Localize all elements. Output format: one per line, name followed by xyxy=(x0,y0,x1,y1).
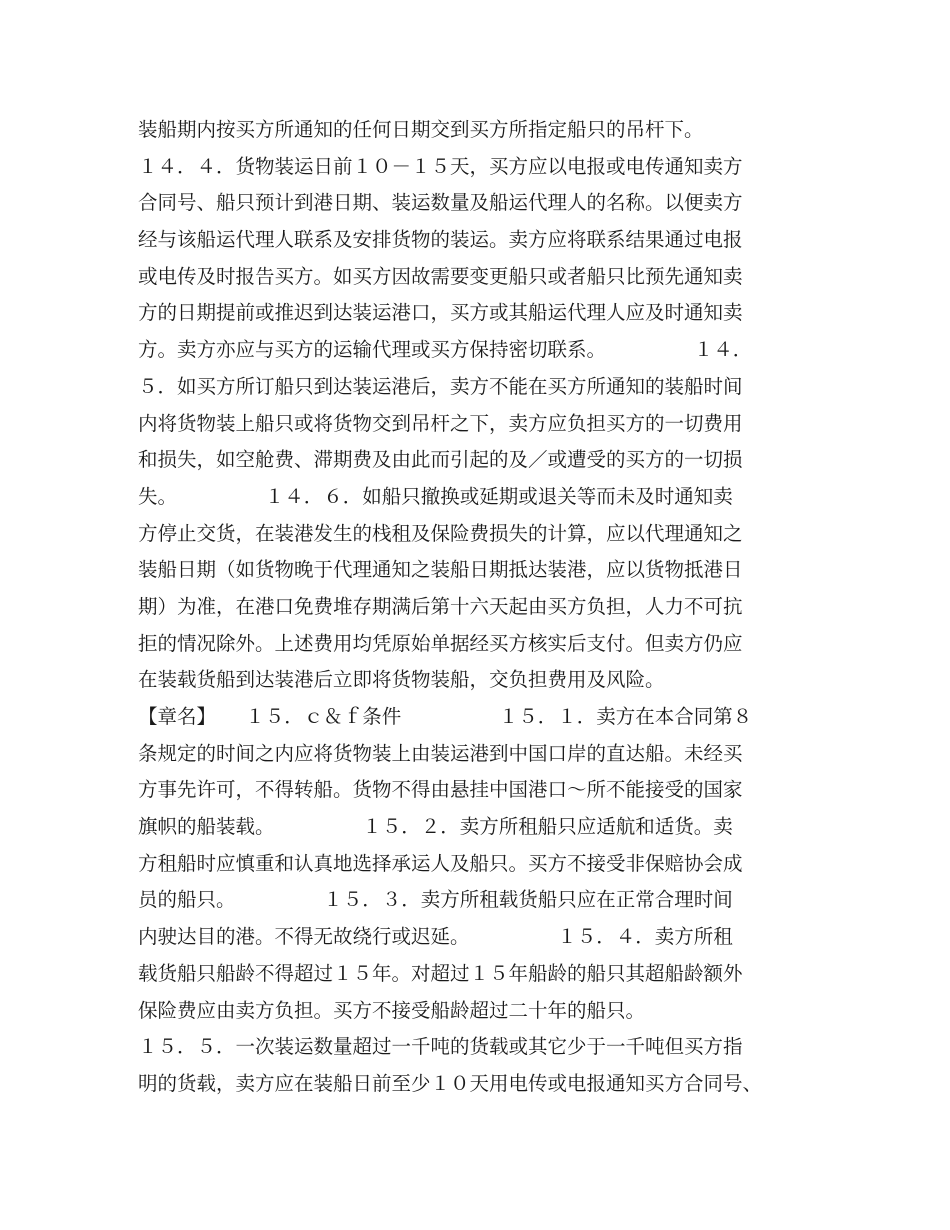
text-line: 装船日期（如货物晚于代理通知之装船日期抵达装港，应以货物抵港日 xyxy=(138,558,743,582)
text-line: 旗帜的船装载。 １５．２．卖方所租船只应适航和适货。卖 xyxy=(138,815,733,839)
text-line: 载货船只船龄不得超过１５年。对超过１５年船龄的船只其超船龄额外 xyxy=(138,961,743,985)
text-line: 【章名】 １５．ｃ＆ｆ条件 １５．１．卖方在本合同第８ xyxy=(138,705,753,728)
text-line: 经与该船运代理人联系及安排货物的装运。卖方应将联系结果通过电报 xyxy=(138,228,743,252)
text-line: 方租船时应慎重和认真地选择承运人及船只。买方不接受非保赔协会成 xyxy=(138,851,743,875)
text-line: 方停止交货，在装港发生的栈租及保险费损失的计算，应以代理通知之 xyxy=(138,521,743,545)
text-line: 方事先许可，不得转船。货物不得由悬挂中国港口～所不能接受的国家 xyxy=(138,778,743,802)
text-line: 内驶达目的港。不得无故绕行或迟延。 １５．４．卖方所租 xyxy=(138,925,733,949)
text-line: ５．如买方所订船只到达装运港后，卖方不能在买方所通知的装船时间 xyxy=(138,374,743,398)
text-line: 条规定的时间之内应将货物装上由装运港到中国口岸的直达船。未经买 xyxy=(138,741,743,765)
text-line: 合同号、船只预计到港日期、装运数量及船运代理人的名称。以便卖方 xyxy=(138,191,743,215)
text-line: 保险费应由卖方负担。买方不接受船龄超过二十年的船只。 xyxy=(138,998,646,1022)
text-line: 和损失，如空舱费、滞期费及由此而引起的及／或遭受的买方的一切损 xyxy=(138,448,743,472)
text-line: １５．５．一次装运数量超过一千吨的货载或其它少于一千吨但买方指 xyxy=(138,1035,743,1059)
text-line: 失。 １４．６．如船只撤换或延期或退关等而未及时通知卖 xyxy=(138,484,733,508)
text-line: 方的日期提前或推迟到达装运港口，买方或其船运代理人应及时通知卖 xyxy=(138,301,743,325)
text-line: 装船期内按买方所通知的任何日期交到买方所指定船只的吊杆下。 xyxy=(138,118,704,141)
text-line: 在装载货船到达装港后立即将货物装船，交负担费用及风险。 xyxy=(138,668,665,692)
text-line: 拒的情况除外。上述费用均凭原始单据经买方核实后支付。但卖方仍应 xyxy=(138,631,743,655)
text-line: 明的货载，卖方应在装船日前至少１０天用电传或电报通知买方合同号、 xyxy=(138,1071,763,1095)
text-line: 方。卖方亦应与买方的运输代理或买方保持密切联系。 １４． xyxy=(138,338,753,362)
text-line: 期）为准，在港口免费堆存期满后第十六天起由买方负担，人力不可抗 xyxy=(138,594,743,618)
text-line: 员的船只。 １５．３．卖方所租载货船只应在正常合理时间 xyxy=(138,888,733,912)
text-line: １４．４．货物装运日前１０－１５天，买方应以电报或电传通知卖方 xyxy=(138,154,743,178)
text-line: 或电传及时报告买方。如买方因故需要变更船只或者船只比预先通知卖 xyxy=(138,264,743,288)
text-line: 内将货物装上船只或将货物交到吊杆之下，卖方应负担买方的一切费用 xyxy=(138,411,743,435)
body-text xyxy=(138,112,818,1103)
